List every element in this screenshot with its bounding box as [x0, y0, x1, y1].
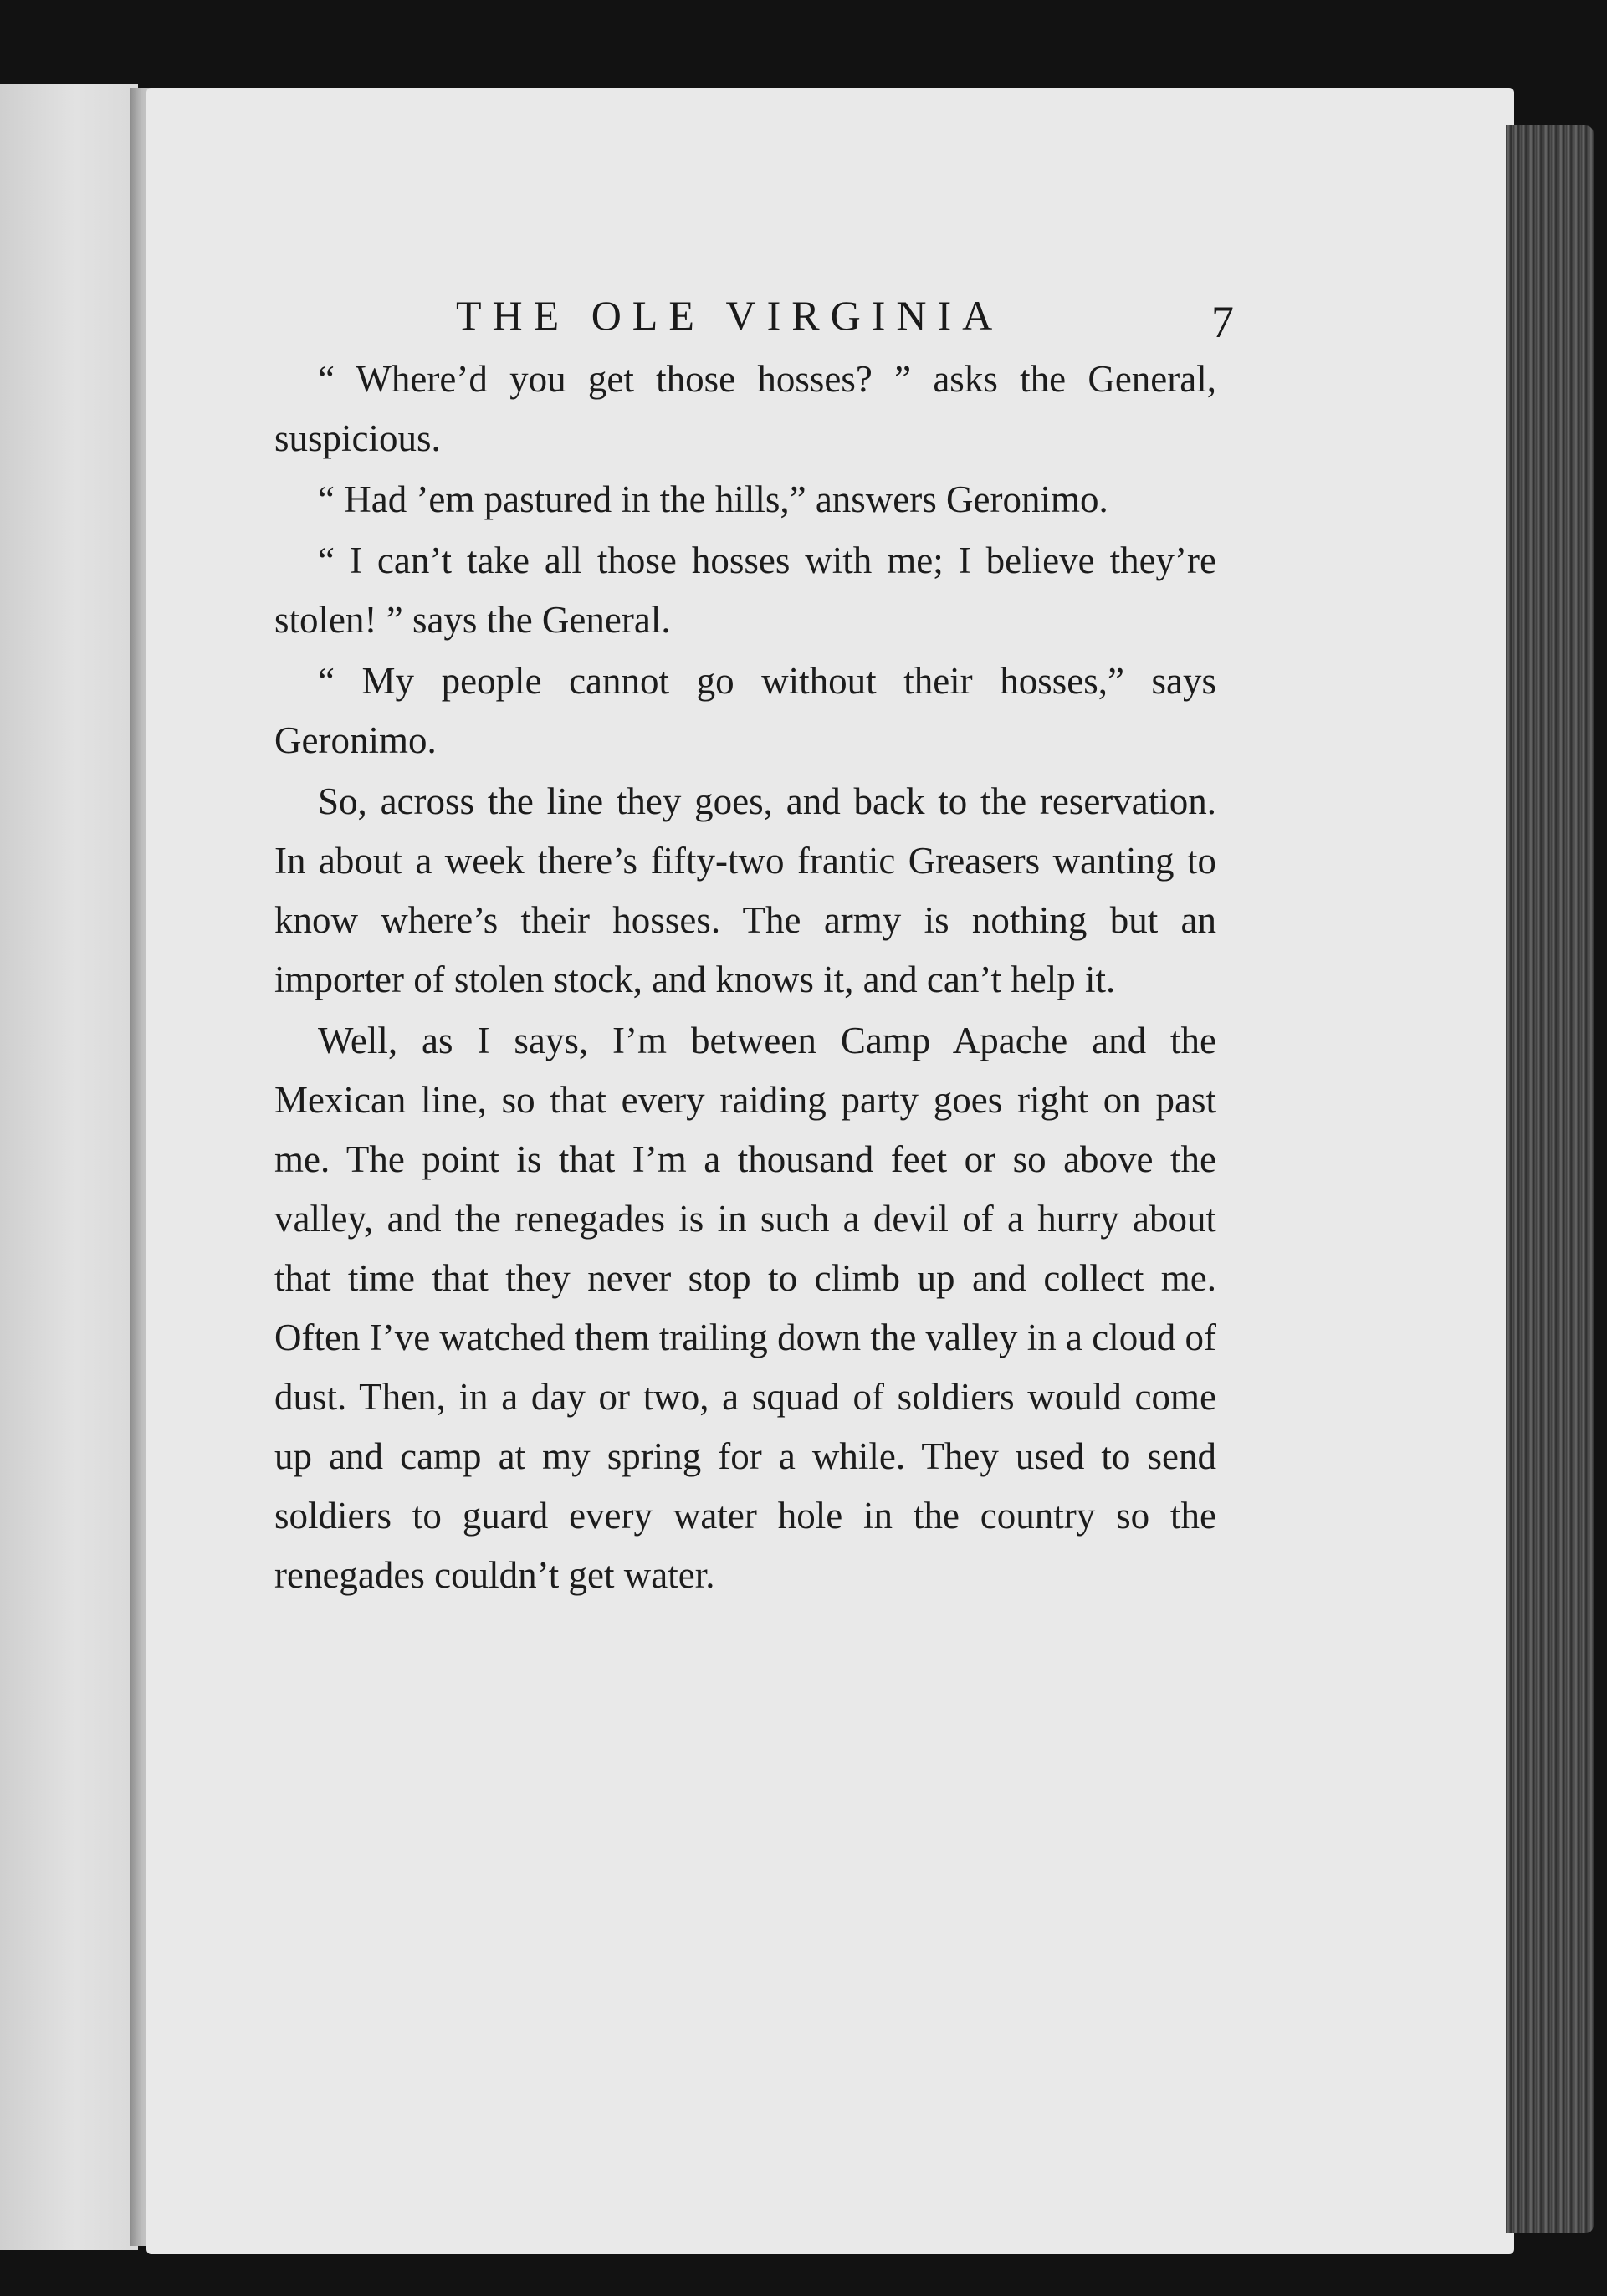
paragraph: “ Where’d you get those hosses? ” asks the General, suspicious.	[274, 358, 1216, 459]
page-number: 7	[1211, 297, 1234, 347]
paragraph: So, across the line they goes, and back to the reservation. In about a week there’s fifty-two frantic Greasers wanting to know where’s their hosses. The army is nothing but an importer of stolen stock, and knows it, and can’t help it.	[274, 780, 1216, 1000]
running-head	[456, 291, 1234, 358]
facing-page-edge	[0, 84, 138, 2250]
paragraph: Well, as I says, I’m between Camp Apache and the Mexican line, so that every raiding party goes right on past me. The point is that I’m a thousand feet or so above the valley, and the renegades is in such a devil of a hurry about that time that they never stop to climb up and collect me. Often I’ve watched them trailing down the valley in a cloud of dust. Then, in a day or two, a squad of soldiers would come up and camp at my spring for a while. They used to send soldiers to guard every water hole in the country so the renegades couldn’t get water.	[274, 1020, 1216, 1596]
paragraph: “ My people cannot go without their hosses,” says Geronimo.	[274, 660, 1216, 761]
body-text	[274, 350, 1216, 1607]
paragraph: “ Had ’em pastured in the hills,” answers Geronimo.	[318, 478, 1108, 520]
page-stack-edge	[1506, 125, 1594, 2233]
running-title: THE OLE VIRGINIA	[456, 292, 1004, 339]
paragraph: “ I can’t take all those hosses with me; I believe they’re stolen! ” says the General.	[274, 539, 1216, 641]
